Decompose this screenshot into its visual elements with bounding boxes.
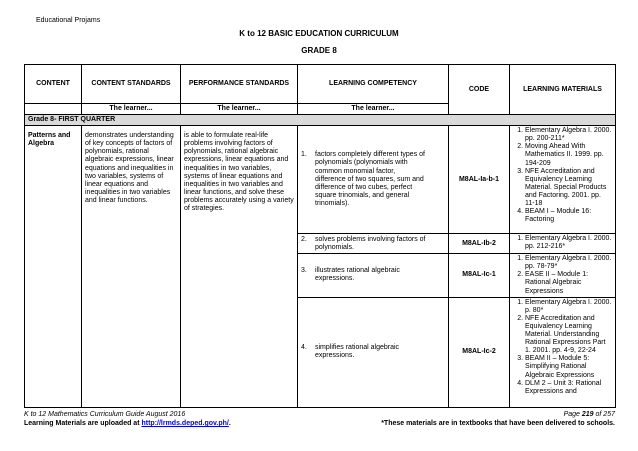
materials-cell xyxy=(510,254,616,297)
uploaded-prefix: Learning Materials are uploaded at xyxy=(24,420,142,427)
performance-standard-cell: is able to formulate real-life problems involving factors of polynomials, rational algebraic expressions, linear equations and inequalities in two variables, systems of linear equations and inequalities in two variables and linear functions, and solve these problems accurately using a variety of strategies. xyxy=(181,126,298,407)
document-title: K to 12 BASIC EDUCATION CURRICULUM xyxy=(239,29,399,38)
competency-text: solves problems involving factors of polynomials. xyxy=(315,235,426,251)
curriculum-table xyxy=(24,64,616,408)
competency-number: 1. xyxy=(301,151,307,159)
competency-number: 3. xyxy=(301,267,307,275)
col-header-content-standards: CONTENT STANDARDS xyxy=(82,65,181,104)
learner-cell-content xyxy=(25,104,82,115)
list-item: 1. Elementary Algebra I. 2000. pp. 200-211* xyxy=(525,127,612,143)
list-item: 1. Elementary Algebra I. 2000. pp. 78-79* xyxy=(525,255,612,271)
guide-label: K to 12 Mathematics Curriculum Guide August 2016 xyxy=(24,411,186,418)
page-number xyxy=(381,410,615,419)
col-header-code: CODE xyxy=(449,65,510,115)
competency-text: simplifies rational algebraic expressions. xyxy=(315,344,400,360)
competency-cell xyxy=(298,254,449,297)
materials-cell xyxy=(510,126,616,234)
uploaded-note xyxy=(24,419,231,428)
materials-list xyxy=(513,299,612,396)
competency-cell xyxy=(298,297,449,407)
lrmds-link[interactable]: http://lrmds.deped.gov.ph/ xyxy=(141,420,229,427)
learner-cell-2: The learner... xyxy=(181,104,298,115)
col-header-learning-materials: LEARNING MATERIALS xyxy=(510,65,616,115)
materials-list xyxy=(513,235,612,251)
uploaded-suffix: . xyxy=(228,420,231,427)
materials-list xyxy=(513,255,612,295)
list-item: 3. NFE Accreditation and Equivalency Learning Material. Special Products and Factoring. 2001. pp. 11-18 xyxy=(525,168,612,208)
col-header-performance-standards: PERFORMANCE STANDARDS xyxy=(181,65,298,104)
quarter-label: Grade 8- FIRST QUARTER xyxy=(25,115,616,126)
list-item: 2. EASE II – Module 1: Rational Algebraic Expressions xyxy=(525,271,612,295)
footer-right xyxy=(381,410,615,428)
list-item: 2. Moving Ahead With Mathematics II. 1999. pp. 194-209 xyxy=(525,143,612,167)
content-cell: Patterns and Algebra xyxy=(25,126,82,407)
learner-cell-3: The learner... xyxy=(298,104,449,115)
competency-cell xyxy=(298,126,449,234)
grade-label: GRADE 8 xyxy=(301,46,337,55)
table-row xyxy=(25,126,616,234)
competency-text: illustrates rational algebraic expressions. xyxy=(315,267,400,283)
col-header-content: CONTENT xyxy=(25,65,82,104)
materials-cell xyxy=(510,297,616,407)
code-cell: M8AL-Ic-1 xyxy=(449,254,510,297)
page-total: of 257 xyxy=(593,411,615,418)
list-item: 4. DLM 2 – Unit 3: Rational Expressions and xyxy=(525,380,612,396)
page-current: 219 xyxy=(581,411,594,418)
list-item: 1. Elementary Algebra I. 2000. p. 80* xyxy=(525,299,612,315)
learner-cell-1: The learner... xyxy=(82,104,181,115)
list-item: 1. Elementary Algebra I. 2000. pp. 212-216* xyxy=(525,235,612,251)
competency-text: factors completely different types of polynomials (polynomials with common monomial factor, difference of two squares, sum and difference of two cubes, perfect square trinomials, and general trinomials). xyxy=(315,151,425,207)
footer-left xyxy=(24,410,231,428)
code-cell: M8AL-Ic-2 xyxy=(449,297,510,407)
competency-number: 2. xyxy=(301,235,307,243)
org-label: Educational Projams xyxy=(36,17,101,24)
materials-cell xyxy=(510,234,616,254)
content-standard-cell: demonstrates understanding of key concepts of factors of polynomials, rational algebraic expressions, linear equations and inequalities in two variables, systems of linear equations and inequalities in two variables and linear functions. xyxy=(82,126,181,407)
code-cell: M8AL-Ib-2 xyxy=(449,234,510,254)
code-cell: M8AL-Ia-b-1 xyxy=(449,126,510,234)
quarter-row xyxy=(25,115,616,126)
list-item: 2. NFE Accreditation and Equivalency Learning Material. Understanding Rational Expressions Part 1. 2001. pp. 4-9, 22-24 xyxy=(525,315,612,355)
list-item: 3. BEAM II – Module 5: Simplifying Rational Algebraic Expressions xyxy=(525,355,612,379)
col-header-learning-competency: LEARNING COMPETENCY xyxy=(298,65,449,104)
page-label: Page xyxy=(563,411,582,418)
materials-list xyxy=(513,127,612,224)
table-header-row xyxy=(25,65,616,104)
textbook-note: *These materials are in textbooks that have been delivered to schools. xyxy=(381,420,615,427)
list-item: 4. BEAM I – Module 16: Factoring xyxy=(525,208,612,224)
competency-cell xyxy=(298,234,449,254)
competency-number: 4. xyxy=(301,344,307,352)
